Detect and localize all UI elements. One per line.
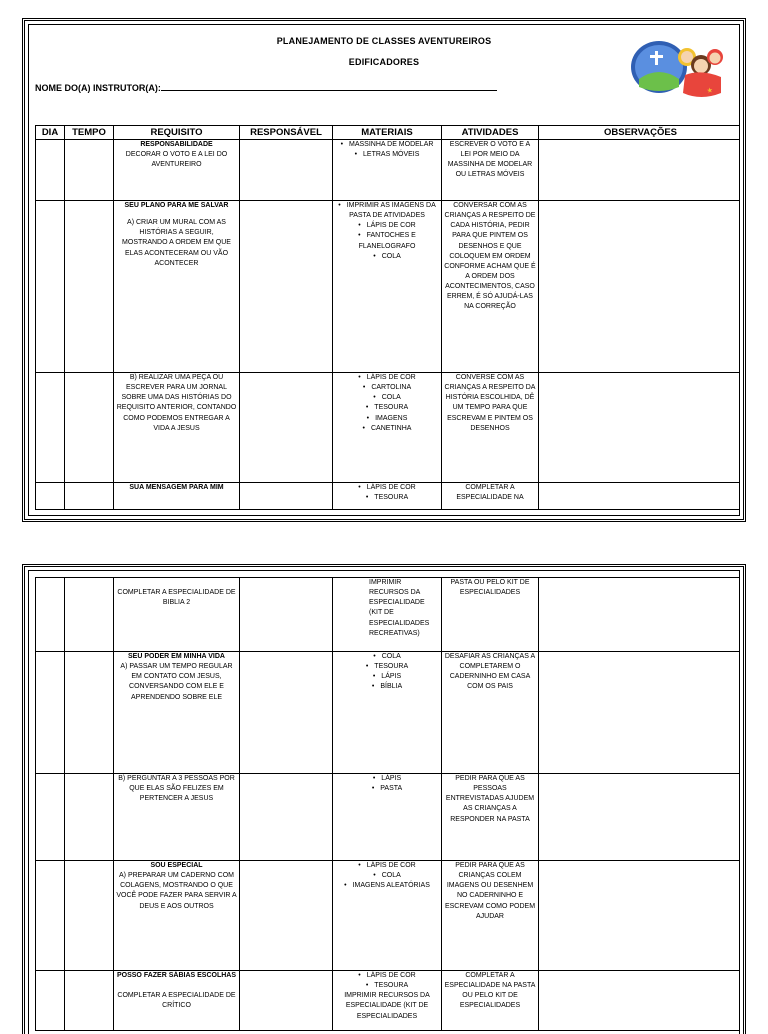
requisito-cell [114,140,240,201]
requisito-title: SOU ESPECIAL [150,862,203,869]
responsavel-cell [240,578,333,652]
tempo-cell [65,971,114,1031]
requisito-cell [114,578,240,652]
material-item: • COLA [335,252,439,262]
material-item: • BÍBLIA [335,682,439,692]
atividades-cell: PEDIR PARA QUE AS PESSOAS ENTREVISTADAS AJUDEM AS CRIANÇAS A RESPONDER NA PASTA [442,774,539,861]
observacoes-cell [539,201,741,373]
page-2-frame [28,570,740,1034]
material-item: • LÁPIS DE COR [335,221,439,231]
col-header-materiais: MATERIAIS [333,126,442,140]
table-row [36,201,741,373]
responsavel-cell [240,483,333,510]
material-item: • LÁPIS DE COR [335,971,439,981]
dia-cell [36,483,65,510]
requisito-cell [114,373,240,483]
instructor-field [35,81,497,93]
tempo-cell [65,373,114,483]
material-item: • TESOURA [335,981,439,991]
requisito-cell [114,652,240,774]
col-header-atividades: ATIVIDADES [442,126,539,140]
observacoes-cell [539,652,741,774]
requisito-title: RESPONSABILIDADE [140,141,213,148]
material-item: • LÁPIS DE COR [335,373,439,383]
atividades-cell: CONVERSE COM AS CRIANÇAS A RESPEITO DA HISTÓRIA ESCOLHIDA, DÊ UM TEMPO PARA QUE ESCREVAM E PINTEM OS DESENHOS [442,373,539,483]
requisito-text: DECORAR O VOTO E A LEI DO AVENTUREIRO [125,151,228,169]
table-row [36,140,741,201]
material-item: • LÁPIS [335,672,439,682]
instructor-blank-line [161,81,497,91]
dia-cell [36,140,65,201]
responsavel-cell [240,373,333,483]
table-row [36,861,741,971]
instructor-label: NOME DO(A) INSTRUTOR(A): [35,83,161,93]
tempo-cell [65,652,114,774]
material-item: • IMAGENS [335,414,439,424]
document-title: PLANEJAMENTO DE CLASSES AVENTUREIROS [276,36,492,46]
dia-cell [36,578,65,652]
observacoes-cell [539,578,741,652]
responsavel-cell [240,861,333,971]
table-row [36,652,741,774]
materiais-cell [333,140,442,201]
observacoes-cell [539,140,741,201]
responsavel-cell [240,140,333,201]
requisito-cell [114,971,240,1031]
table-row [36,483,741,510]
observacoes-cell [539,483,741,510]
responsavel-cell [240,971,333,1031]
page-2 [22,564,746,1034]
responsavel-cell [240,774,333,861]
requisito-title: SEU PODER EM MINHA VIDA [128,653,225,660]
adventurers-club-logo [629,35,727,105]
requisito-title: SUA MENSAGEM PARA MIM [129,484,224,491]
tempo-cell [65,578,114,652]
material-item: • COLA [335,393,439,403]
responsavel-cell [240,201,333,373]
material-item: • PASTA [335,784,439,794]
table-row [36,578,741,652]
dia-cell [36,373,65,483]
requisito-cell [114,201,240,373]
requisito-text: A) CRIAR UM MURAL COM AS HISTÓRIAS A SEGUIR, MOSTRANDO A ORDEM EM QUE ELAS ACONTECERAM OU VÃO ACONTECER [122,219,231,267]
material-item: • TESOURA [335,493,439,503]
material-item: • IMPRIMIR AS IMAGENS DA PASTA DE ATIVIDADES [335,201,439,221]
material-item: • LÁPIS DE COR [335,861,439,871]
material-item: • FANTOCHES E FLANELOGRAFO [335,231,439,251]
materiais-cell [333,373,442,483]
atividades-cell: ESCREVER O VOTO E A LEI POR MEIO DA MASSINHA DE MODELAR OU LETRAS MÓVEIS [442,140,539,201]
materiais-cell [333,483,442,510]
atividades-cell: PASTA OU PELO KIT DE ESPECIALIDADES [442,578,539,652]
page-1 [22,18,746,522]
table-row [36,373,741,483]
materiais-cell [333,774,442,861]
material-item: • LÁPIS DE COR [335,483,439,493]
svg-text:★: ★ [706,86,714,95]
responsavel-cell [240,652,333,774]
requisito-title: POSSO FAZER SÁBIAS ESCOLHAS [116,972,237,979]
material-item: • CANETINHA [335,424,439,434]
class-name: EDIFICADORES [348,57,420,67]
atividades-cell: COMPLETAR A ESPECIALIDADE NA [442,483,539,510]
col-header-tempo: TEMPO [65,126,114,140]
observacoes-cell [539,774,741,861]
material-item: • TESOURA [335,662,439,672]
requisito-cell [114,483,240,510]
col-header-dia: DIA [36,126,65,140]
col-header-requisito: REQUISITO [114,126,240,140]
materiais-cell [333,578,442,652]
table-header-row [36,126,741,140]
material-item: • TESOURA [335,403,439,413]
requisito-text: B) PERGUNTAR A 3 PESSOAS POR QUE ELAS SÃO FELIZES EM PERTENCER A JESUS [118,775,235,803]
table-row [36,774,741,861]
col-header-responsavel: RESPONSÁVEL [240,126,333,140]
material-item: • COLA [335,652,439,662]
requisito-cell [114,774,240,861]
material-item: • MASSINHA DE MODELAR [335,140,439,150]
material-text: IMPRIMIR RECURSOS DA ESPECIALIDADE (KIT DE ESPECIALIDADES [344,992,430,1020]
tempo-cell [65,201,114,373]
planning-table-page-2 [35,577,740,1031]
table-row [36,971,741,1031]
requisito-text: COMPLETAR A ESPECIALIDADE DE BIBLIA 2 [117,589,236,607]
observacoes-cell [539,373,741,483]
material-item: • COLA [335,871,439,881]
tempo-cell [65,140,114,201]
observacoes-cell [539,971,741,1031]
materiais-cell [333,861,442,971]
tempo-cell [65,774,114,861]
material-text: IMPRIMIR RECURSOS DA ESPECIALIDADE (KIT DE ESPECIALIDADES RECREATIVAS) [369,579,430,637]
material-item: • CARTOLINA [335,383,439,393]
requisito-text: B) REALIZAR UMA PEÇA OU ESCREVER PARA UM JORNAL SOBRE UMA DAS HISTÓRIAS DO REQUISITO ANTERIOR, CONTANDO COMO PODEMOS ENTREGAR A VIDA A JESUS [116,374,237,432]
dia-cell [36,201,65,373]
materiais-cell [333,652,442,774]
tempo-cell [65,861,114,971]
material-item: • IMAGENS ALEATÓRIAS [335,881,439,891]
requisito-text: COMPLETAR A ESPECIALIDADE DE CRÍTICO [117,992,236,1010]
atividades-cell: COMPLETAR A ESPECIALIDADE NA PASTA OU PELO KIT DE ESPECIALIDADES [442,971,539,1031]
material-item: • LETRAS MÓVEIS [335,150,439,160]
material-item: • LÁPIS [335,774,439,784]
planning-table-page-1 [35,125,740,510]
tempo-cell [65,483,114,510]
materiais-cell [333,971,442,1031]
atividades-cell: PEDIR PARA QUE AS CRIANÇAS COLEM IMAGENS OU DESENHEM NO CADERNINHO E ESCREVAM COMO PODEM AJUDAR [442,861,539,971]
col-header-observacoes: OBSERVAÇÕES [539,126,741,140]
observacoes-cell [539,861,741,971]
dia-cell [36,774,65,861]
dia-cell [36,971,65,1031]
dia-cell [36,652,65,774]
atividades-cell: CONVERSAR COM AS CRIANÇAS A RESPEITO DE CADA HISTÓRIA, PEDIR PARA QUE PINTEM OS DESENHOS E QUE COLOQUEM EM ORDEM CONFORME ACHAM QUE É A ORDEM DOS ACONTECIMENTOS, CASO ERREM, É SÓ AJUDÁ-LAS NA CORREÇÃO [442,201,539,373]
requisito-title: SEU PLANO PARA ME SALVAR [124,202,229,209]
page-1-frame [28,24,740,516]
materiais-cell [333,201,442,373]
atividades-cell: DESAFIAR AS CRIANÇAS A COMPLETAREM O CADERNINHO EM CASA COM OS PAIS [442,652,539,774]
requisito-text: A) PREPARAR UM CADERNO COM COLAGENS, MOSTRANDO O QUE VOCÊ PODE FAZER PARA SERVIR A DEUS E AOS OUTROS [116,872,237,910]
dia-cell [36,861,65,971]
requisito-cell [114,861,240,971]
requisito-text: A) PASSAR UM TEMPO REGULAR EM CONTATO COM JESUS, CONVERSANDO COM ELE E APRENDENDO SOBRE ELE [120,663,233,701]
